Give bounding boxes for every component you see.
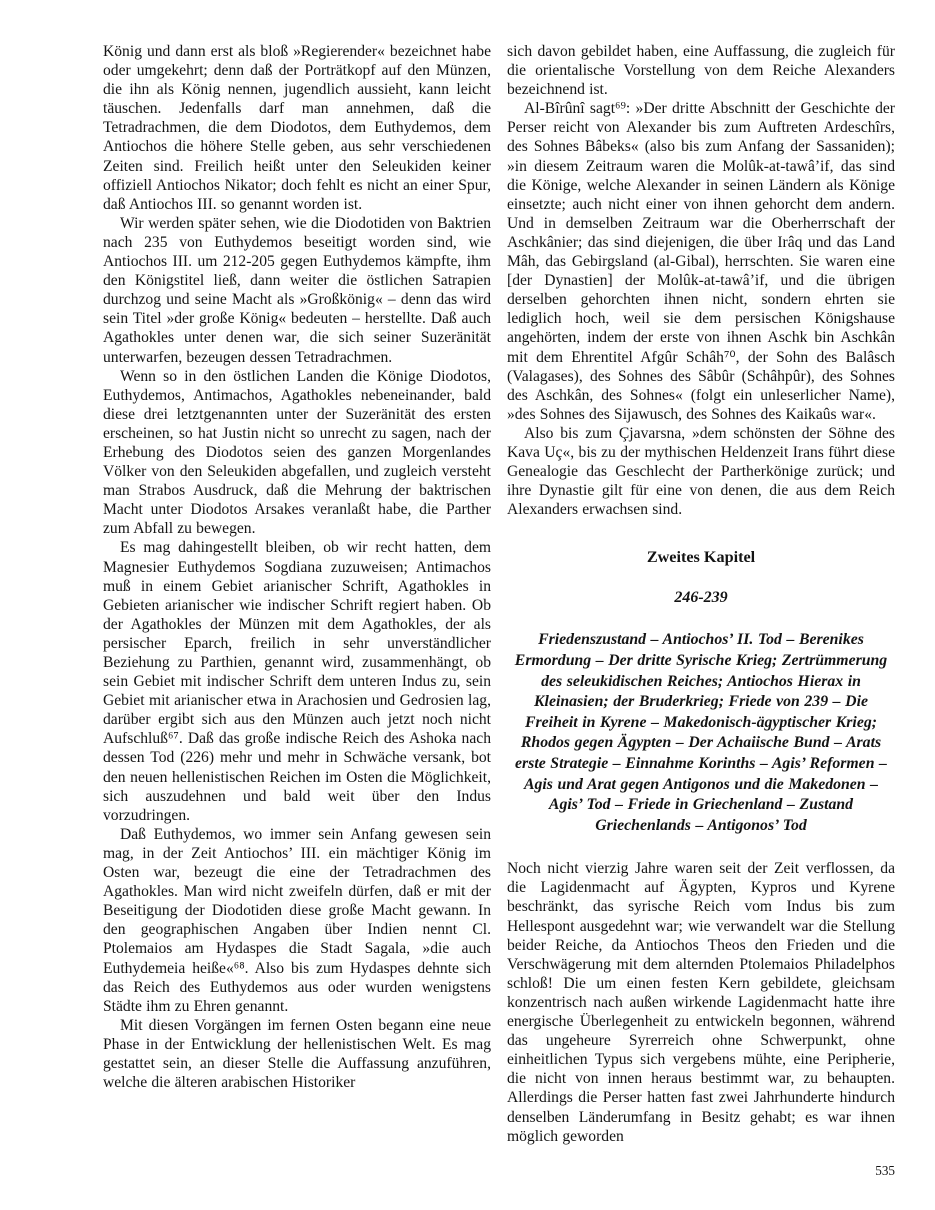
chapter-title: Zweites Kapitel	[646, 548, 756, 567]
paragraph: Also bis zum Çjavarsna, »dem schönsten der Söhne des Kava Uç«, bis zu der mythischen Heldenzeit Irans führt diese Genealogie das Geschlecht der Partherkönige zurück; und ihre Dynastie gilt für eine von denen, die aus dem Reich Alexanders erwachsen sind.	[507, 424, 895, 519]
paragraph: Mit diesen Vorgängen im fernen Osten begann eine neue Phase in der Entwicklung der hellenistischen Welt. Es mag gestattet sein, an dieser Stelle die Auffassung anzuführen, welche die älteren arabischen Historiker	[103, 1016, 491, 1092]
paragraph: Al-Bîrûnî sagt⁶⁹: »Der dritte Abschnitt der Geschichte der Perser reicht von Alexander bis zum Auftreten Ardeschîrs, des Sohnes Bâbeks« (also bis zum Anfang der Sassaniden); »in diesem Zeitraum waren die Molûk-at-tawâ’if, das sind die Könige, welche Alexander in seinen Ländern als Könige einsetzte; auch nicht einer von ihnen gehorcht dem andern. Und in demselben Zeitraum war die Oberherrschaft der Aschkânier; das sind diejenigen, die über Irâq und das Land Mâh, das Gebirgsland (al-Gibal), herrschten. Sie waren eine [der Dynastien] der Molûk-at-tawâ’if, und die übrigen derselben gehorchten ihnen nicht, sondern ehrten sie lediglich hoch, weil sie dem persischen Königshause angehörten, indem der erste von ihnen Aschk bin Aschkân mit dem Ehrentitel Afgûr Schâh⁷⁰, der Sohn des Balâsch (Valagases), des Sohnes des Sâbûr (Schâhpûr), des Sohnes des Aschkân, des Sohnes« (folgt ein unleserlicher Name), »des Sohnes des Sijawusch, des Sohnes des Kaikaûs war«.	[507, 100, 895, 423]
paragraph: Wenn so in den östlichen Landen die Könige Diodotos, Euthydemos, Antimachos, Agathokles nebeneinander, bald diese drei letztgenannten unter der Suzeränität des ersten erscheinen, so hat Justin nicht so unrecht zu sagen, nach der Erhebung des Diodotos seien des ganzen Morgenlandes Völker von den Seleukiden abgefallen, und zugleich versteht man Strabos Ausdruck, daß die Mehrung der baktrischen Macht unter Diodotos Arsakes veranlaßt habe, die Parther zum Abfall zu bewegen.	[103, 367, 491, 538]
chapter-summary: Friedenszustand – Antiochos’ II. Tod – Berenikes Ermordung – Der dritte Syrische Krieg; Zertrümmerung des seleukidischen Reiches; Antiochos Hierax in Kleinasien; der Bruderkrieg; Friede von 239 – Die Freiheit in Kyrene – Makedonisch-ägyptischer Krieg; Rhodos gegen Ägypten – Der Achaiische Bund – Arats erste Strategie – Einnahme Korinths – Agis’ Reformen – Agis und Arat gegen Antigonos und die Makedonen – Agis’ Tod – Friede in Griechenland – Zustand Griechenlands – Antigonos’ Tod	[514, 631, 888, 834]
page-number: 535	[875, 1163, 895, 1178]
paragraph: Noch nicht vierzig Jahre waren seit der Zeit verflossen, da die Lagidenmacht auf Ägypten, Kypros und Kyrene beschränkt, das syrische Reich vom Indus bis zum Hellespont ausgedehnt war; wie verwandelt war die Stellung beider Reiche, da Antiochos Theos den Frieden und die Verschwägerung mit dem alternden Ptolemaios Philadelphos schloß! Die um einen festen Kern gebildete, gleichsam konzentrisch nach außen wirkende Lagidenmacht hatte ihre energische Überlegenheit zu entwickeln begonnen, während das ungeheure Syrerreich ohne Schwerpunkt, ohne einheitlichen Typus sich vergebens mühte, eine Peripherie, die nicht von innen heraus bestimmt war, zu behaupten. Allerdings die Perser hatten fast zwei Jahrhunderte hindurch denselben Länderumfang in Besitz gehabt; es war ihnen möglich geworden	[507, 860, 895, 1145]
left-column	[103, 42, 491, 1146]
paragraph: Daß Euthydemos, wo immer sein Anfang gewesen sein mag, in der Zeit Antiochos’ III. ein mächtiger König im Osten war, bezeugt die eine der Tetradrachmen des Agathokles. Man wird nicht zweifeln dürfen, daß er mit der Beseitigung der Diodotiden diese große Macht gewann. In den geographischen Angaben über Indien nennt Cl. Ptolemaios am Hydaspes die Stadt Sagala, »die auch Euthydemeia heiße«⁶⁸. Also bis zum Hydaspes dehnte sich das Reich des Euthydemos aus oder wurden wenigstens Städte ihm zu Ehren genannt.	[103, 825, 491, 1015]
paragraph: Wir werden später sehen, wie die Diodotiden von Baktrien nach 235 von Euthydemos beseitigt worden sind, wie Antiochos III. um 212-205 gegen Euthydemos kämpfte, ihm den Königstitel ließ, dann weiter die östlichen Satrapien durchzog und seine Macht als »Großkönig« – denn das wird sein Titel »der große König« bedeuten – herstellte. Daß auch Agathokles unter denen war, die sich seiner Suzeränität unterwarfen, bezeugen dessen Tetradrachmen.	[103, 214, 491, 366]
chapter-years: 246-239	[674, 589, 728, 607]
text-columns	[103, 42, 895, 1146]
paragraph: Es mag dahingestellt bleiben, ob wir recht hatten, dem Magnesier Euthydemos Sogdiana zuzuweisen; Antimachos muß in einem Gebiet arianischer Schrift, Agathokles in Gebieten arianischer wie indischer Schrift regiert haben. Ob der Agathokles der Münzen mit dem Agathokles, der als persischer Eparch, freilich in sehr unverständlicher Beziehung zu Parthien, genannt wird, zusammenhängt, ob sein Gebiet mit indischer Schrift dem unteren Indus zu, sein Gebiet mit arianischer etwa in Arachosien und Gedrosien lag, darüber ergibt sich aus den Münzen auch jetzt noch nicht Aufschluß⁶⁷. Daß das große indische Reich des Ashoka nach dessen Tod (226) mehr und mehr in Schwäche versank, bot den neuen hellenistischen Reichen im Osten die Möglichkeit, sich auszudehnen und bald weit über den Indus vorzudringen.	[103, 539, 491, 824]
paragraph: König und dann erst als bloß »Regierender« bezeichnet habe oder umgekehrt; denn daß der Porträtkopf auf den Münzen, die ihn als König nennen, jugendlich aussieht, kann leicht täuschen. Jedenfalls darf man annehmen, daß die Tetradrachmen, die dem Diodotos, dem Euthydemos, dem Antiochos die höhere Stelle geben, aus sehr verschiedenen Zeiten sind. Freilich heißt unter den Seleukiden keiner offiziell Antiochos Nikator; doch fehlt es nicht an einer Spur, daß Antiochos III. so genannt worden ist.	[103, 43, 491, 213]
paragraph: sich davon gebildet haben, eine Auffassung, die zugleich für die orientalische Vorstellung von dem Reiche Alexanders bezeichnend ist.	[507, 43, 895, 99]
right-column	[507, 42, 895, 1146]
